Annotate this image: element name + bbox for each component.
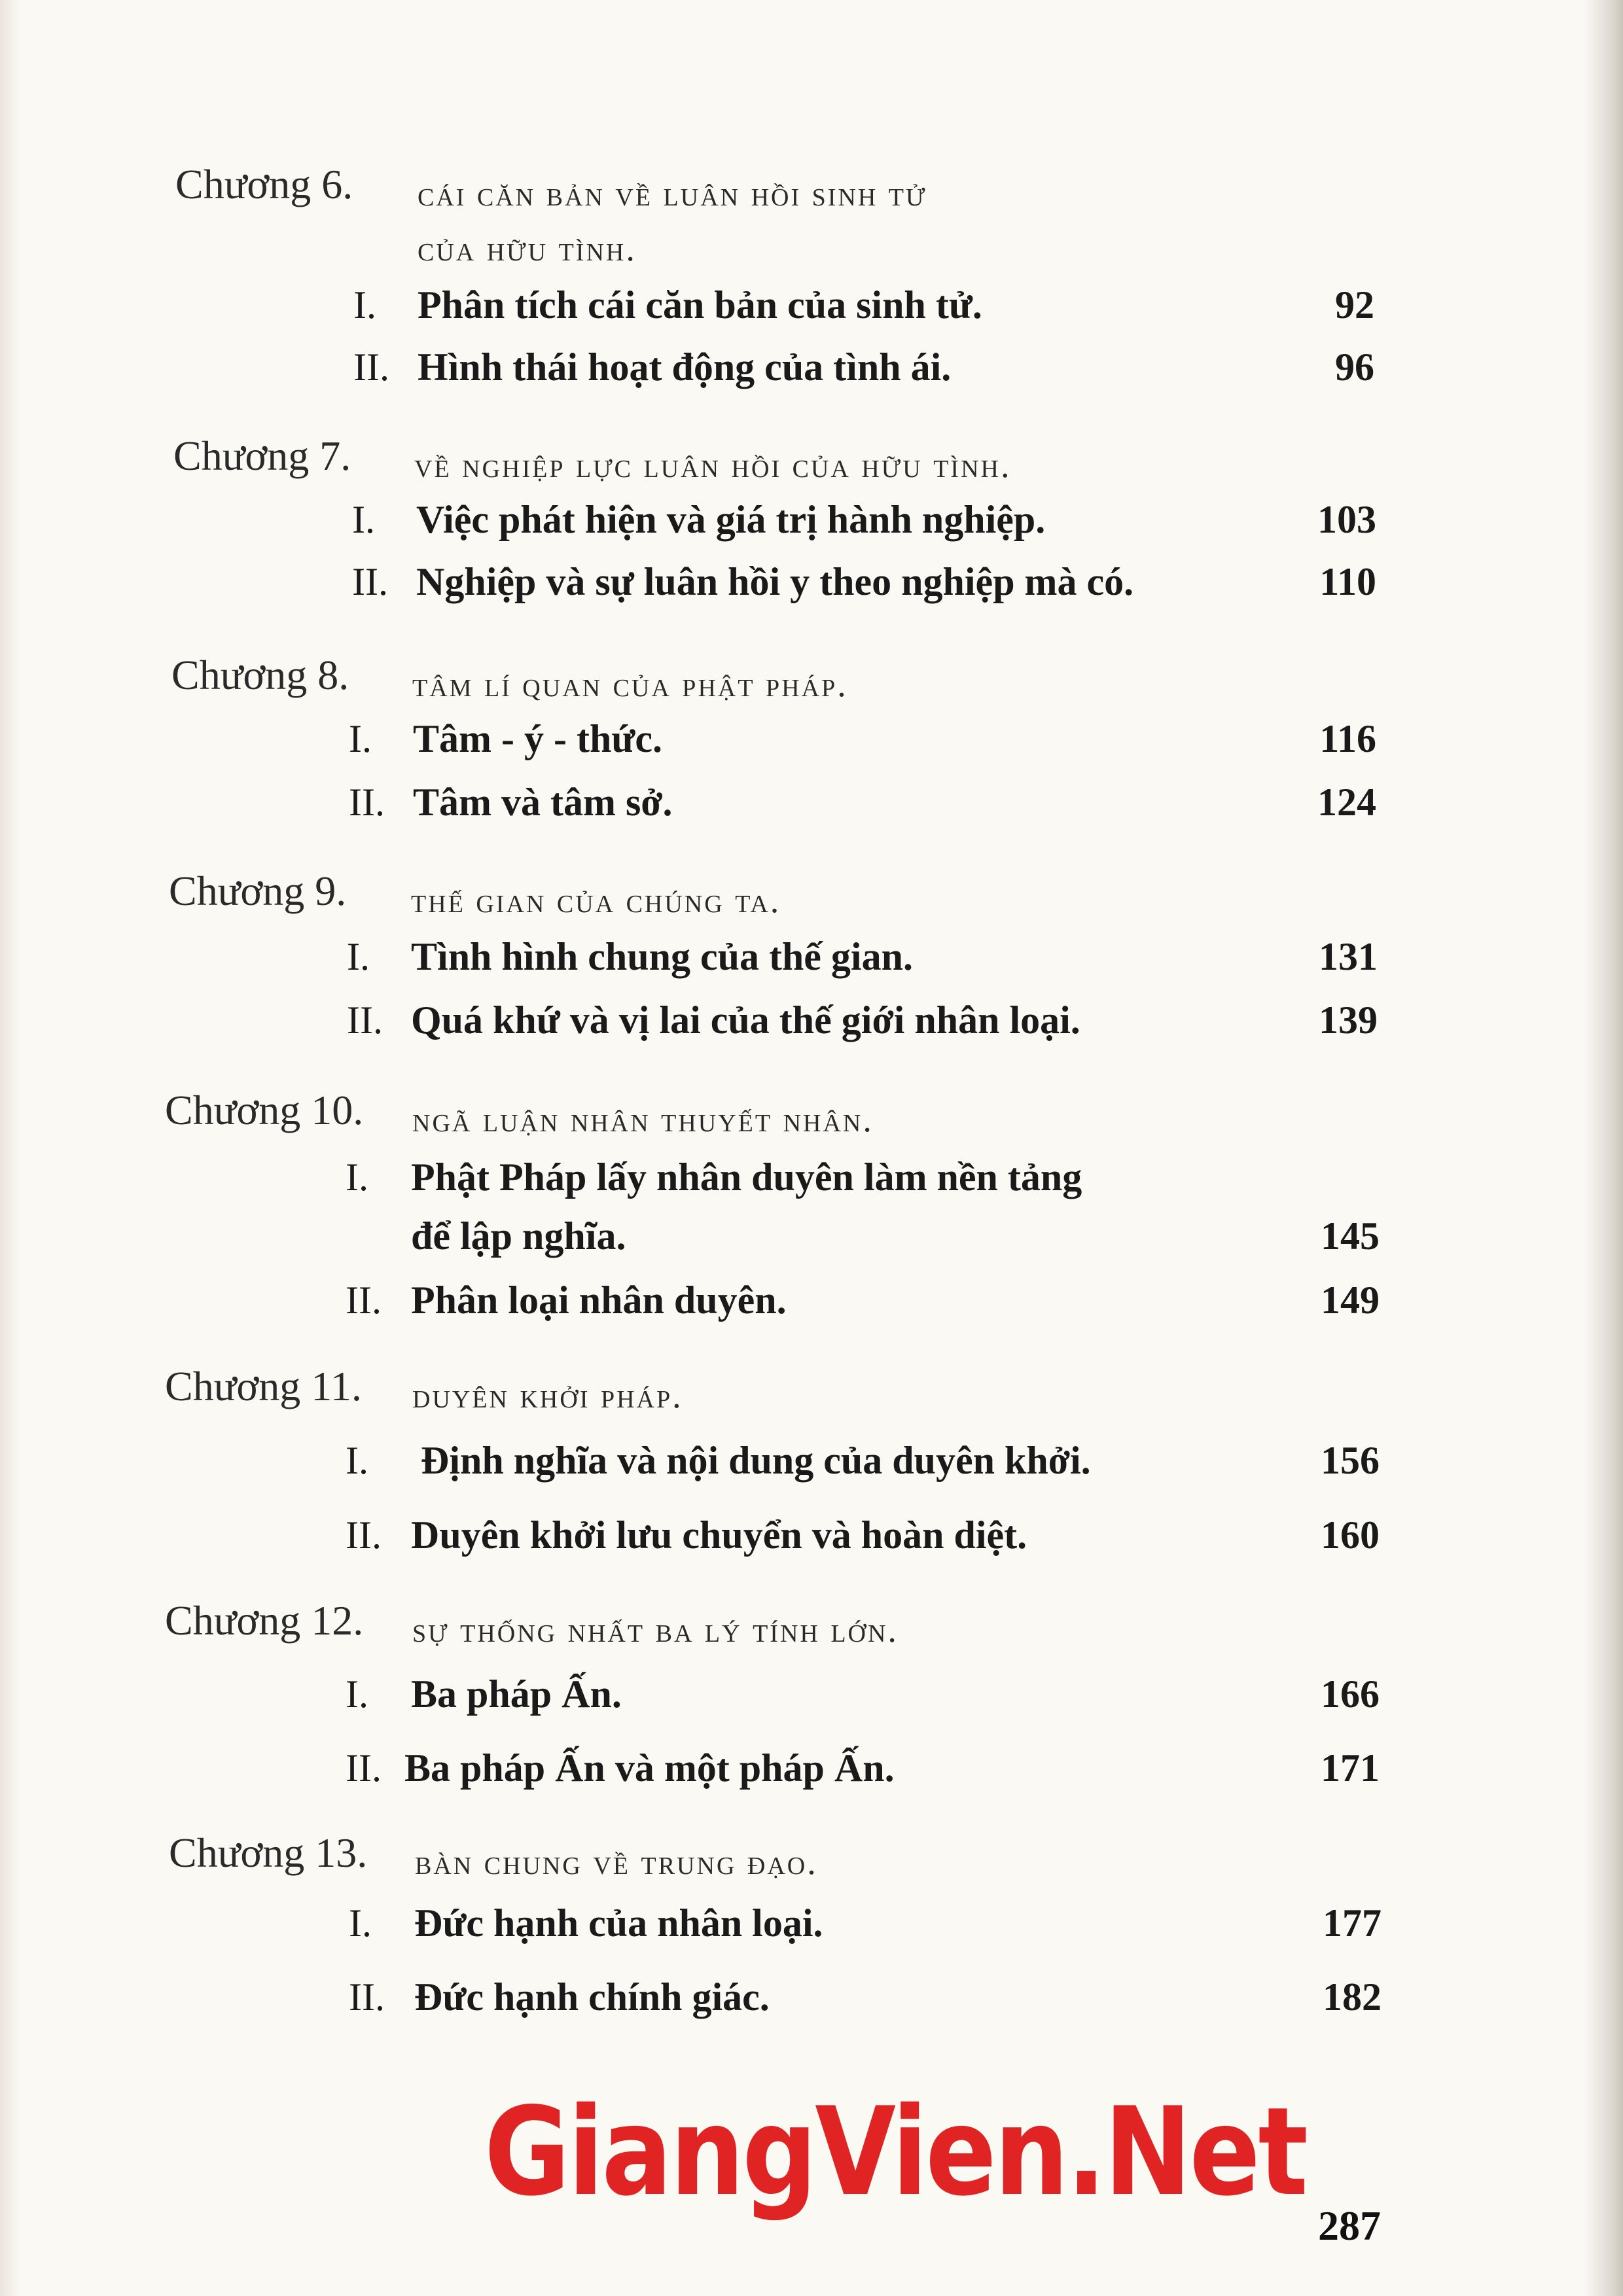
chapter-label: Chương 13. bbox=[169, 1829, 368, 1876]
chapter-label: Chương 8. bbox=[171, 652, 349, 698]
entry-number: II. bbox=[349, 781, 385, 824]
entry-text: Nghiệp và sự luân hồi y theo nghiệp mà có. bbox=[416, 560, 1134, 603]
entry-page: 124 bbox=[1317, 781, 1376, 824]
chapter-title: về nghiệp lực luân hồi của hữu tình. bbox=[414, 446, 1012, 485]
entry-text: Định nghĩa và nội dung của duyên khởi. bbox=[421, 1439, 1091, 1482]
chapter-label: Chương 6. bbox=[175, 161, 353, 207]
entry-number: II. bbox=[346, 1746, 382, 1790]
chapter-label: Chương 7. bbox=[173, 433, 351, 479]
entry-text: Ba pháp Ấn. bbox=[411, 1672, 622, 1716]
entry-number: II. bbox=[346, 1279, 382, 1322]
entry-number: I. bbox=[347, 935, 370, 978]
entry-page: 149 bbox=[1321, 1279, 1380, 1322]
entry-number: I. bbox=[352, 498, 375, 541]
entry-page: 96 bbox=[1335, 345, 1374, 389]
entry-number: II. bbox=[353, 345, 389, 389]
chapter-title: bàn chung về trung đạo. bbox=[415, 1843, 818, 1882]
entry-text: Đức hạnh của nhân loại. bbox=[414, 1901, 823, 1945]
entry-number: I. bbox=[353, 283, 376, 327]
entry-text: Duyên khởi lưu chuyển và hoàn diệt. bbox=[411, 1513, 1027, 1557]
entry-text: Ba pháp Ấn và một pháp Ấn. bbox=[404, 1746, 895, 1790]
entry-text-continued: để lập nghĩa. bbox=[411, 1214, 626, 1258]
chapter-title: ngã luận nhân thuyết nhân. bbox=[412, 1100, 874, 1139]
chapter-title: sự thống nhất ba lý tính lớn. bbox=[412, 1610, 899, 1650]
chapter-label: Chương 9. bbox=[169, 868, 347, 914]
entry-page: 145 bbox=[1321, 1214, 1380, 1258]
entry-number: I. bbox=[349, 1901, 372, 1945]
chapter-label: Chương 11. bbox=[165, 1363, 362, 1409]
entry-page: 171 bbox=[1321, 1746, 1380, 1790]
chapter-label: Chương 10. bbox=[165, 1087, 364, 1133]
entry-page: 182 bbox=[1323, 1975, 1382, 2019]
entry-number: II. bbox=[347, 998, 383, 1042]
entry-page: 166 bbox=[1321, 1672, 1380, 1716]
chapter-title: tâm lí quan của phật pháp. bbox=[412, 665, 848, 704]
chapter-title: cái căn bản về luân hồi sinh tử bbox=[418, 174, 927, 213]
page-number: 287 bbox=[1318, 2202, 1381, 2249]
entry-text: Phân loại nhân duyên. bbox=[411, 1279, 787, 1322]
chapter-title: duyên khởi pháp. bbox=[412, 1376, 683, 1415]
entry-text: Tâm và tâm sở. bbox=[413, 781, 673, 824]
entry-text: Tình hình chung của thế gian. bbox=[411, 935, 913, 978]
entry-page: 139 bbox=[1319, 998, 1378, 1042]
entry-text: Đức hạnh chính giác. bbox=[414, 1975, 770, 2019]
chapter-title-line-2: của hữu tình. bbox=[418, 229, 637, 268]
entry-text: Hình thái hoạt động của tình ái. bbox=[418, 345, 952, 389]
entry-text: Tâm - ý - thức. bbox=[413, 717, 662, 760]
entry-page: 110 bbox=[1319, 560, 1376, 603]
watermark-logo: GiangVien.Net bbox=[484, 2081, 1306, 2223]
entry-text: Quá khứ và vị lai của thế giới nhân loại. bbox=[411, 998, 1080, 1042]
entry-page: 177 bbox=[1323, 1901, 1382, 1945]
entry-page: 131 bbox=[1319, 935, 1378, 978]
entry-page: 116 bbox=[1319, 717, 1376, 760]
entry-number: I. bbox=[349, 717, 372, 760]
entry-page: 160 bbox=[1321, 1513, 1380, 1557]
entry-page: 156 bbox=[1321, 1439, 1380, 1482]
entry-number: II. bbox=[349, 1975, 385, 2019]
entry-number: II. bbox=[346, 1513, 382, 1557]
entry-number: I. bbox=[346, 1156, 368, 1199]
chapter-title: thế gian của chúng ta. bbox=[411, 881, 781, 920]
entry-number: I. bbox=[346, 1439, 368, 1482]
entry-number: II. bbox=[352, 560, 388, 603]
entry-page: 103 bbox=[1317, 498, 1376, 541]
entry-text: Việc phát hiện và giá trị hành nghiệp. bbox=[416, 498, 1046, 541]
entry-text: Phật Pháp lấy nhân duyên làm nền tảng bbox=[411, 1156, 1082, 1199]
entry-number: I. bbox=[346, 1672, 368, 1716]
chapter-label: Chương 12. bbox=[165, 1597, 364, 1644]
entry-page: 92 bbox=[1335, 283, 1374, 327]
entry-text: Phân tích cái căn bản của sinh tử. bbox=[418, 283, 982, 327]
